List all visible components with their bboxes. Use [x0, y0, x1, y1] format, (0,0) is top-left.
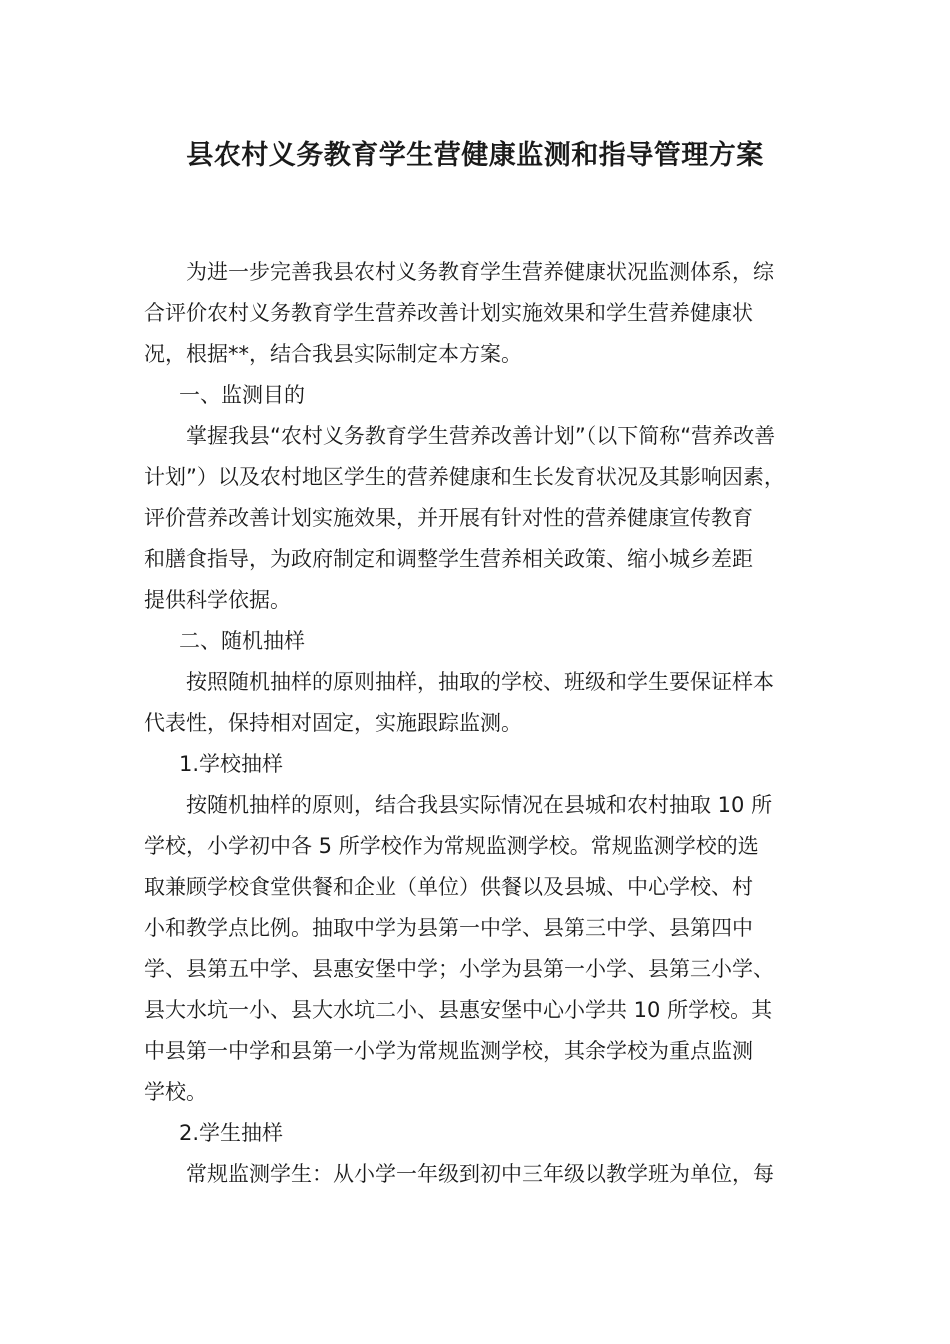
subsection-heading-school-sampling: 1.学校抽样 [179, 752, 284, 776]
text-line: 按照随机抽样的原则抽样，抽取的学校、班级和学生要保证样本 [186, 670, 774, 694]
sampling-paragraph [144, 662, 810, 744]
student-sampling-paragraph [144, 1154, 810, 1195]
text-line: 计划”）以及农村地区学生的营养健康和生长发育状况及其影响因素， [144, 465, 785, 489]
text-line: 县大水坑一小、县大水坑二小、县惠安堡中心小学共 10 所学校。其 [144, 998, 773, 1022]
school-sampling-paragraph [144, 785, 810, 1113]
text-line: 中县第一中学和县第一小学为常规监测学校，其余学校为重点监测 [144, 1039, 753, 1063]
intro-paragraph [144, 252, 810, 375]
document-body [144, 252, 810, 1195]
text-line: 小和教学点比例。抽取中学为县第一中学、县第三中学、县第四中 [144, 916, 753, 940]
text-line: 学校，小学初中各 5 所学校作为常规监测学校。常规监测学校的选 [144, 834, 759, 858]
subsection-heading-student-sampling: 2.学生抽样 [179, 1121, 284, 1145]
text-line: 掌握我县“农村义务教育学生营养改善计划”（以下简称“营养改善 [186, 424, 776, 448]
document-title: 县农村义务教育学生营健康监测和指导管理方案 [186, 140, 764, 171]
text-line: 评价营养改善计划实施效果，并开展有针对性的营养健康宣传教育 [144, 506, 753, 530]
text-line: 和膳食指导，为政府制定和调整学生营养相关政策、缩小城乡差距 [144, 547, 753, 571]
section-heading-sampling: 二、随机抽样 [179, 629, 305, 653]
text-line: 合评价农村义务教育学生营养改善计划实施效果和学生营养健康状 [144, 301, 753, 325]
text-line: 提供科学依据。 [144, 588, 291, 612]
text-line: 常规监测学生：从小学一年级到初中三年级以教学班为单位，每 [186, 1162, 774, 1186]
text-line: 按随机抽样的原则，结合我县实际情况在县城和农村抽取 10 所 [186, 793, 773, 817]
text-line: 况，根据**，结合我县实际制定本方案。 [144, 342, 522, 366]
text-line: 为进一步完善我县农村义务教育学生营养健康状况监测体系，综 [186, 260, 774, 284]
section-heading-purpose: 一、监测目的 [179, 383, 305, 407]
text-line: 学校。 [144, 1080, 207, 1104]
purpose-paragraph [144, 416, 810, 621]
text-line: 学、县第五中学、县惠安堡中学；小学为县第一小学、县第三小学、 [144, 957, 774, 981]
text-line: 代表性，保持相对固定，实施跟踪监测。 [144, 711, 522, 735]
text-line: 取兼顾学校食堂供餐和企业（单位）供餐以及县城、中心学校、村 [144, 875, 753, 899]
